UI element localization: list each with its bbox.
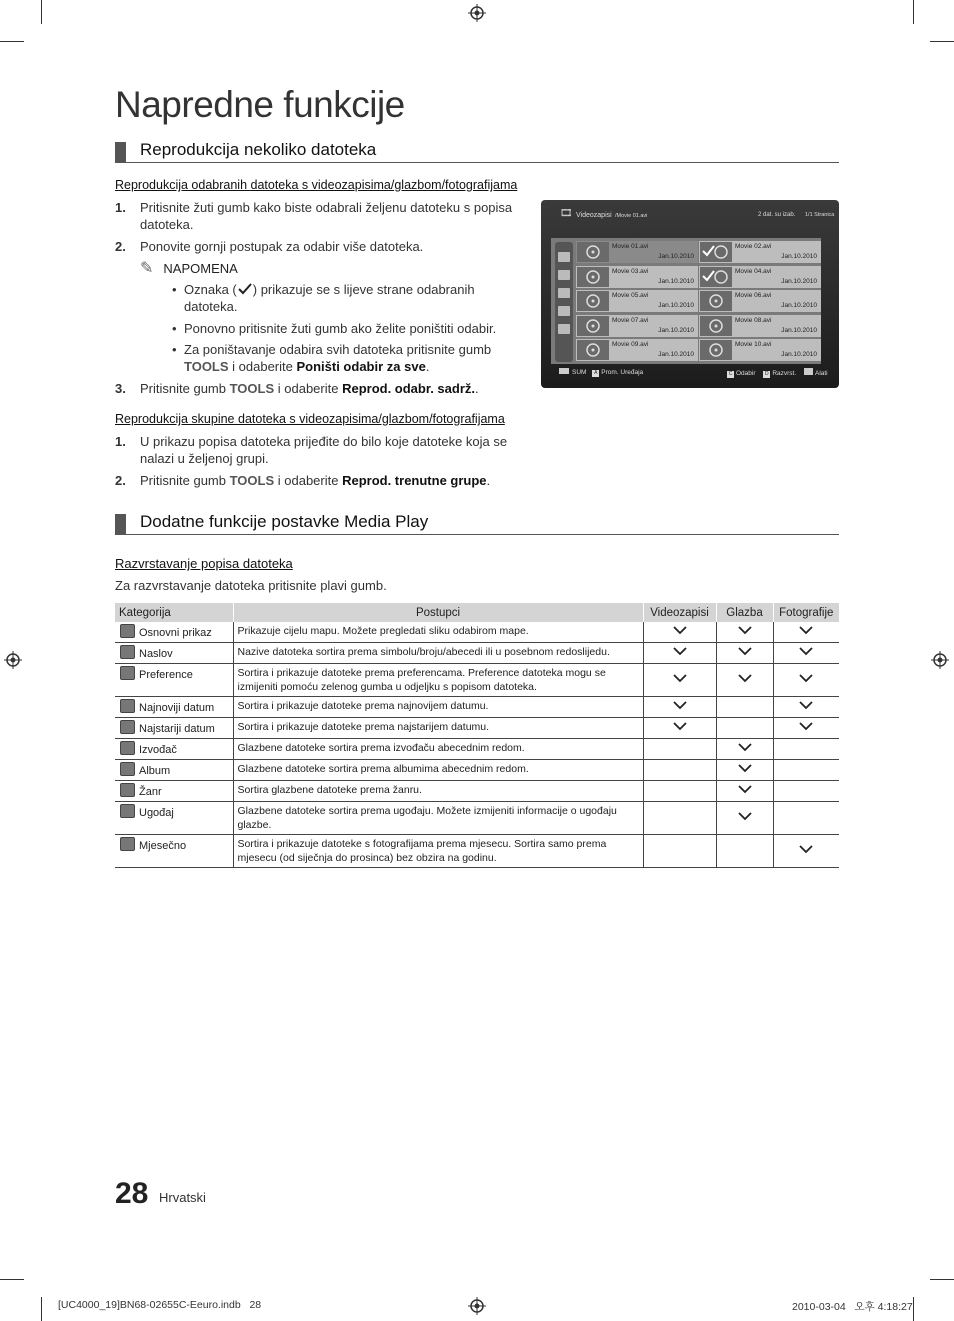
support-cell: [643, 802, 716, 835]
tv-file-tile[interactable]: [699, 290, 821, 312]
support-cell: [773, 739, 839, 760]
support-cell: [773, 643, 839, 664]
support-cell: [643, 664, 716, 697]
step-number: 3.: [115, 381, 126, 396]
category-icon: [120, 741, 135, 755]
tv-file-name: Movie 09.avi: [612, 341, 649, 348]
film-reel-icon: [577, 267, 609, 287]
supported-check-icon: [799, 626, 813, 638]
support-cell: [773, 802, 839, 835]
tools-icon: [804, 368, 813, 375]
step: [115, 433, 520, 467]
crop-mark: [913, 1297, 914, 1321]
tv-footer-sort: Razvrst.: [772, 370, 797, 377]
supported-check-icon: [673, 722, 687, 734]
step-number: 1.: [115, 200, 126, 215]
film-reel-icon: [577, 316, 609, 336]
tv-file-date: Jan.10.2010: [781, 253, 817, 260]
column-header: Videozapisi: [643, 603, 716, 622]
support-cell: [643, 643, 716, 664]
subheading: Razvrstavanje popisa datoteka: [115, 556, 293, 571]
tools-key: TOOLS: [229, 473, 275, 488]
tv-file-name: Movie 07.avi: [612, 316, 649, 324]
table-row: [115, 760, 839, 781]
description-cell: Sortira i prikazuje datoteke prema najnovijem datumu.: [233, 697, 643, 718]
description-cell: Sortira i prikazuje datoteke prema najstarijem datumu.: [233, 718, 643, 739]
note-label: NAPOMENA: [163, 261, 238, 276]
table-row: [115, 664, 839, 697]
category-cell: [115, 664, 233, 697]
tv-header: [541, 200, 839, 230]
category-label: Ugođaj: [139, 807, 174, 819]
table-row: [115, 697, 839, 718]
tv-file-name: Movie 10.avi: [735, 341, 772, 348]
step-text: i odaberite: [274, 473, 343, 488]
crop-mark: [0, 1279, 24, 1280]
category-cell: [115, 718, 233, 739]
category-cell: [115, 739, 233, 760]
bullet: •: [172, 282, 177, 297]
tv-file-tile[interactable]: [699, 339, 821, 361]
supported-check-icon: [799, 701, 813, 713]
step-number: 2.: [115, 473, 126, 488]
registration-mark-icon: [468, 4, 486, 22]
bullet-text: i odaberite: [228, 359, 297, 374]
support-cell: [716, 664, 773, 697]
description-cell: Sortira glazbene datoteke prema žanru.: [233, 781, 643, 802]
film-reel-icon: [700, 267, 732, 287]
tv-sort-sidebar: [555, 242, 573, 362]
step: [115, 472, 520, 489]
tv-file-tile[interactable]: [576, 290, 698, 312]
tv-file-name: Movie 04.avi: [735, 267, 772, 275]
calendar-icon: [558, 288, 570, 298]
bullet-text: Oznaka (: [184, 282, 237, 297]
supported-check-icon: [738, 647, 752, 659]
support-cell: [773, 622, 839, 643]
supported-check-icon: [673, 701, 687, 713]
step-text: .: [486, 473, 491, 488]
description-cell: Nazive datoteka sortira prema simbolu/broju/abecedi ili u posebnom redoslijedu.: [233, 643, 643, 664]
list-item: [172, 281, 512, 315]
subheading: Reprodukcija odabranih datoteka s videozapisima/glazbom/fotografijama: [115, 178, 518, 192]
step-text: .: [475, 381, 479, 396]
key-c-icon: C: [728, 371, 733, 377]
category-icon: [120, 624, 135, 638]
category-label: Preference: [139, 669, 193, 681]
description-cell: Glazbene datoteke sortira prema izvođaču abecednim redom.: [233, 739, 643, 760]
category-cell: [115, 697, 233, 718]
support-cell: [716, 835, 773, 868]
table-row: [115, 718, 839, 739]
tv-file-tile[interactable]: [576, 266, 698, 288]
intro-text: Za razvrstavanje datoteka pritisnite plavi gumb.: [115, 578, 387, 593]
crop-mark: [41, 1297, 42, 1321]
table-header-row: [115, 603, 839, 622]
tv-footer-device: Prom. Uređaja: [601, 369, 644, 376]
column-header: Postupci: [233, 603, 643, 622]
film-reel-icon: [700, 316, 732, 336]
supported-check-icon: [738, 785, 752, 797]
category-label: Osnovni prikaz: [139, 627, 212, 639]
support-cell: [643, 760, 716, 781]
table-row: [115, 622, 839, 643]
support-cell: [773, 760, 839, 781]
tv-footer-tools: Alati: [814, 370, 828, 377]
film-reel-icon: [700, 242, 732, 262]
sort-table: [115, 603, 839, 868]
supported-check-icon: [673, 647, 687, 659]
tv-file-date: Jan.10.2010: [658, 326, 694, 334]
bullet-text: ) prikazuje se s lijeve strane odabranih datoteka.: [184, 282, 475, 314]
tv-file-tile[interactable]: [576, 315, 698, 337]
step-number: 2.: [115, 239, 126, 254]
description-cell: Prikazuje cijelu mapu. Možete pregledati sliku odabirom mape.: [233, 622, 643, 643]
tv-file-date: Jan.10.2010: [658, 302, 694, 309]
step-text: Pritisnite žuti gumb kako biste odabrali željenu datoteku s popisa datoteka.: [140, 200, 513, 232]
support-cell: [643, 835, 716, 868]
support-cell: [773, 697, 839, 718]
crop-mark: [930, 41, 954, 42]
supported-check-icon: [799, 722, 813, 734]
support-cell: [716, 643, 773, 664]
tv-file-tile[interactable]: [699, 241, 821, 263]
step: [115, 199, 520, 233]
tv-file-date: Jan.10.2010: [658, 253, 694, 260]
category-icon: [120, 804, 135, 818]
category-cell: [115, 643, 233, 664]
film-reel-icon: [700, 291, 732, 311]
category-label: Naslov: [139, 648, 173, 660]
tools-key: TOOLS: [229, 381, 275, 396]
key-d-icon: D: [765, 371, 769, 377]
support-cell: [716, 718, 773, 739]
category-label: Izvođač: [139, 744, 177, 756]
tv-file-tile[interactable]: [699, 315, 821, 337]
tv-page: 1/1 Stranica: [805, 212, 835, 218]
tv-file-name: Movie 02.avi: [735, 243, 772, 250]
column-header: Glazba: [716, 603, 773, 622]
support-cell: [716, 739, 773, 760]
crop-mark: [0, 41, 24, 42]
bullet-text: Za poništavanje odabira svih datoteka pritisnite gumb: [184, 342, 492, 357]
support-cell: [643, 739, 716, 760]
support-cell: [643, 718, 716, 739]
description-cell: Glazbene datoteke sortira prema albumima abecednim redom.: [233, 760, 643, 781]
tv-file-date: Jan.10.2010: [658, 277, 694, 285]
tv-file-date: Jan.10.2010: [781, 351, 817, 358]
crop-mark: [41, 0, 42, 24]
category-icon: [120, 645, 135, 659]
tv-file-name: Movie 01.avi: [612, 243, 649, 250]
tv-footer: [559, 368, 835, 382]
supported-check-icon: [673, 674, 687, 686]
tv-footer-sum: SUM: [572, 369, 587, 376]
tv-file-date: Jan.10.2010: [781, 277, 817, 285]
registration-mark-icon: [931, 651, 949, 669]
tv-header-path: /Movie 01.avi: [615, 213, 648, 219]
crop-mark: [930, 1279, 954, 1280]
category-cell: [115, 622, 233, 643]
tv-file-date: Jan.10.2010: [781, 302, 817, 309]
tv-header-label: Videozapisi: [576, 212, 612, 219]
support-cell: [716, 802, 773, 835]
bullet: •: [172, 342, 177, 357]
support-cell: [643, 622, 716, 643]
tools-key: TOOLS: [184, 359, 229, 374]
tv-file-name: Movie 05.avi: [612, 292, 649, 299]
print-slug-left: [UC4000_19]BN68-02655C-Eeuro.indb 28: [58, 1299, 262, 1311]
support-cell: [773, 781, 839, 802]
key-a-icon: A: [594, 370, 598, 376]
video-icon: 🎞: [560, 208, 573, 219]
page-title: Napredne funkcije: [115, 84, 405, 125]
description-cell: Sortira i prikazuje datoteke prema preferencama. Preference datoteka mogu se izmijeniti pomoću zelenog gumba u odjeljku s popisom datoteka.: [233, 664, 643, 697]
film-reel-icon: [577, 340, 609, 360]
list-item: [172, 341, 512, 375]
category-label: Žanr: [139, 786, 162, 798]
supported-check-icon: [738, 812, 752, 824]
calendar-icon: [558, 306, 570, 316]
tv-file-name: Movie 06.avi: [735, 292, 772, 299]
tv-file-tile[interactable]: [699, 266, 821, 288]
table-row: [115, 781, 839, 802]
step-number: 1.: [115, 434, 126, 449]
subheading: Reprodukcija skupine datoteka s videozapisima/glazbom/fotografijama: [115, 412, 505, 426]
category-icon: [120, 783, 135, 797]
tv-file-date: Jan.10.2010: [781, 326, 817, 334]
step: [115, 238, 520, 255]
section-title: Reprodukcija nekoliko datoteka: [140, 140, 377, 159]
tv-file-tile[interactable]: [576, 339, 698, 361]
support-cell: [716, 760, 773, 781]
tv-file-name: Movie 03.avi: [612, 267, 649, 275]
section-heading: [115, 512, 839, 535]
tv-file-tile[interactable]: [576, 241, 698, 263]
step-text: U prikazu popisa datoteka prijeđite do bilo koje datoteke koja se nalazi u željenoj grupi.: [140, 434, 508, 466]
support-cell: [773, 835, 839, 868]
registration-mark-icon: [468, 1297, 486, 1315]
step-text: i odaberite: [274, 381, 343, 396]
section-title: Dodatne funkcije postavke Media Play: [140, 512, 429, 531]
category-icon: [120, 666, 135, 680]
page-number: 28: [115, 1177, 149, 1210]
bullet: •: [172, 321, 177, 336]
tv-screen: [541, 200, 839, 388]
description-cell: Glazbene datoteke sortira prema ugođaju. Možete izmijeniti informacije o ugođaju glazbe.: [233, 802, 643, 835]
language-label: Hrvatski: [159, 1190, 206, 1205]
category-icon: [120, 837, 135, 851]
category-cell: [115, 781, 233, 802]
category-label: Album: [139, 765, 171, 777]
support-cell: [716, 697, 773, 718]
category-cell: [115, 760, 233, 781]
checkmark-icon: [237, 283, 253, 295]
support-cell: [716, 781, 773, 802]
support-cell: [773, 718, 839, 739]
category-icon: [120, 720, 135, 734]
registration-mark-icon: [4, 651, 22, 669]
support-cell: [716, 622, 773, 643]
supported-check-icon: [799, 647, 813, 659]
bullet-text: Ponovno pritisnite žuti gumb ako želite poništiti odabir.: [184, 321, 497, 336]
supported-check-icon: [799, 845, 813, 857]
sum-icon: [559, 368, 569, 374]
supported-check-icon: [799, 674, 813, 686]
category-cell: [115, 835, 233, 868]
bullet-text: .: [425, 359, 430, 374]
step: [115, 380, 520, 397]
column-header: Fotografije: [773, 603, 839, 622]
section-heading: [115, 140, 839, 163]
note: [140, 258, 238, 278]
category-label: Najstariji datum: [139, 723, 215, 735]
film-reel-icon: [700, 340, 732, 360]
print-slug-right: 2010-03-04 오후 4:18:27: [792, 1301, 913, 1313]
table-row: [115, 739, 839, 760]
menu-option: Poništi odabir za sve: [296, 359, 426, 374]
section-bar: [115, 514, 126, 534]
note-pencil-icon: ✎: [140, 260, 154, 277]
support-cell: [643, 697, 716, 718]
step-text: Ponovite gornji postupak za odabir više datoteka.: [140, 239, 424, 254]
list-item: [172, 320, 512, 337]
tv-file-date: Jan.10.2010: [658, 351, 694, 358]
tv-footer-select: Odabir: [736, 370, 756, 377]
menu-option: Reprod. odabr. sadrž.: [342, 381, 475, 396]
star-icon: [558, 324, 570, 334]
film-reel-icon: [577, 291, 609, 311]
step-text: Pritisnite gumb: [140, 381, 230, 396]
category-cell: [115, 802, 233, 835]
table-row: [115, 802, 839, 835]
film-reel-icon: [577, 242, 609, 262]
tv-file-name: Movie 08.avi: [735, 316, 772, 324]
category-icon: [120, 762, 135, 776]
category-label: Najnoviji datum: [139, 702, 215, 714]
column-header: Kategorija: [115, 603, 233, 622]
section-bar: [115, 142, 126, 162]
support-cell: [643, 781, 716, 802]
supported-check-icon: [738, 743, 752, 755]
tv-selected-count: 2 dat. su izab.: [758, 212, 796, 218]
category-label: Mjesečno: [139, 840, 187, 852]
support-cell: [773, 664, 839, 697]
supported-check-icon: [738, 764, 752, 776]
supported-check-icon: [738, 626, 752, 638]
step-text: Pritisnite gumb: [140, 473, 230, 488]
table-row: [115, 835, 839, 868]
menu-option: Reprod. trenutne grupe: [342, 473, 487, 488]
crop-mark: [913, 0, 914, 24]
title-icon: [558, 270, 570, 280]
supported-check-icon: [673, 626, 687, 638]
description-cell: Sortira i prikazuje datoteke s fotografijama prema mjesecu. Sortira samo prema mjesecu (od siječnja do prosinca) bez obzira na godinu.: [233, 835, 643, 868]
category-icon: [120, 699, 135, 713]
basic-view-icon: [558, 252, 570, 262]
table-row: [115, 643, 839, 664]
supported-check-icon: [738, 674, 752, 686]
